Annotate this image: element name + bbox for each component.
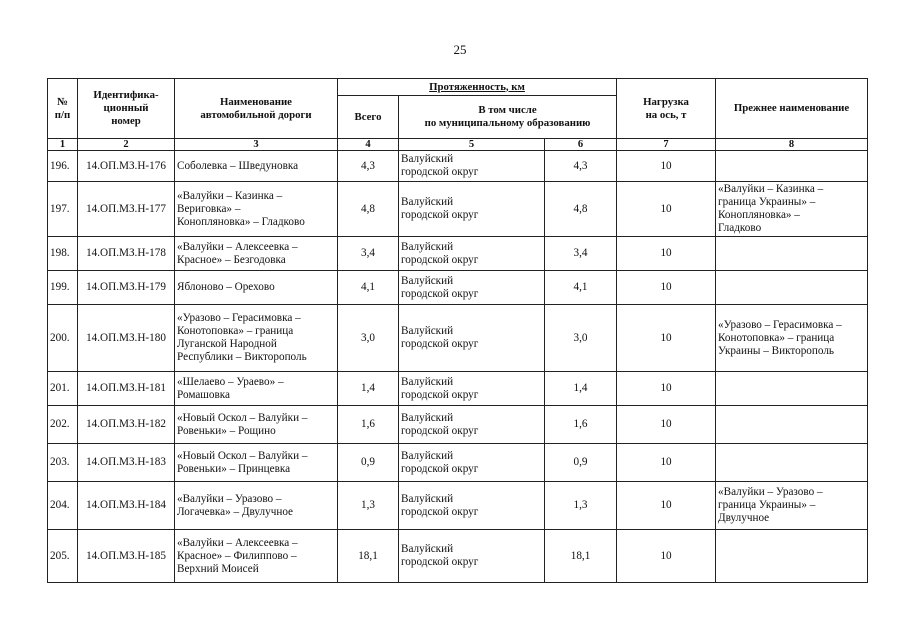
road-name-cell: Соболевка – Шведуновка: [175, 151, 338, 182]
previous-name-cell: [716, 372, 868, 406]
previous-name-cell: [716, 151, 868, 182]
header-total: Всего: [338, 96, 399, 139]
municipality-length-cell: 3,4: [545, 237, 617, 271]
column-numbers-row: [48, 139, 868, 151]
axle-load-cell: 10: [617, 271, 716, 305]
table-row: [48, 406, 868, 444]
header-id: Идентифика- ционный номер: [78, 79, 175, 139]
road-id-cell: 14.ОП.МЗ.Н-178: [78, 237, 175, 271]
road-id-cell: 14.ОП.МЗ.Н-177: [78, 182, 175, 237]
municipality-length-cell: 1,4: [545, 372, 617, 406]
row-number-cell: 196.: [48, 151, 78, 182]
road-id-cell: 14.ОП.МЗ.Н-183: [78, 444, 175, 482]
road-name-cell: «Новый Оскол – Валуйки – Ровеньки» – Рощино: [175, 406, 338, 444]
header-num: № п/п: [48, 79, 78, 139]
axle-load-cell: 10: [617, 151, 716, 182]
column-number-7: 7: [617, 139, 716, 151]
municipality-cell: Валуйский городской округ: [399, 271, 545, 305]
road-name-cell: «Валуйки – Казинка – Вериговка» – Конопляновка» – Гладково: [175, 182, 338, 237]
municipality-cell: Валуйский городской округ: [399, 482, 545, 530]
axle-load-cell: 10: [617, 372, 716, 406]
header-row-1: [48, 79, 868, 96]
column-number-6: 6: [545, 139, 617, 151]
header-including: В том числе по муниципальному образованию: [399, 96, 617, 139]
column-number-8: 8: [716, 139, 868, 151]
municipality-length-cell: 4,3: [545, 151, 617, 182]
total-length-cell: 1,4: [338, 372, 399, 406]
previous-name-cell: [716, 444, 868, 482]
header-axle-load: Нагрузка на ось, т: [617, 79, 716, 139]
header-road-name: Наименование автомобильной дороги: [175, 79, 338, 139]
total-length-cell: 18,1: [338, 530, 399, 583]
row-number-cell: 198.: [48, 237, 78, 271]
municipality-length-cell: 0,9: [545, 444, 617, 482]
column-number-3: 3: [175, 139, 338, 151]
table-row: [48, 151, 868, 182]
road-name-cell: «Валуйки – Уразово – Логачевка» – Двулучное: [175, 482, 338, 530]
municipality-cell: Валуйский городской округ: [399, 151, 545, 182]
total-length-cell: 0,9: [338, 444, 399, 482]
municipality-cell: Валуйский городской округ: [399, 237, 545, 271]
axle-load-cell: 10: [617, 305, 716, 372]
total-length-cell: 1,6: [338, 406, 399, 444]
municipality-length-cell: 4,1: [545, 271, 617, 305]
municipality-cell: Валуйский городской округ: [399, 406, 545, 444]
row-number-cell: 203.: [48, 444, 78, 482]
total-length-cell: 4,3: [338, 151, 399, 182]
total-length-cell: 3,0: [338, 305, 399, 372]
municipality-length-cell: 3,0: [545, 305, 617, 372]
road-name-cell: «Уразово – Герасимовка – Конотоповка» – граница Луганской Народной Республики – Викторополь: [175, 305, 338, 372]
road-id-cell: 14.ОП.МЗ.Н-179: [78, 271, 175, 305]
previous-name-cell: «Уразово – Герасимовка – Конотоповка» – граница Украины – Викторополь: [716, 305, 868, 372]
row-number-cell: 200.: [48, 305, 78, 372]
previous-name-cell: [716, 237, 868, 271]
roads-table: [47, 78, 868, 583]
municipality-cell: Валуйский городской округ: [399, 530, 545, 583]
previous-name-cell: [716, 530, 868, 583]
table-body: [48, 151, 868, 583]
road-id-cell: 14.ОП.МЗ.Н-180: [78, 305, 175, 372]
header-previous-name: Прежнее наименование: [716, 79, 868, 139]
table-row: [48, 482, 868, 530]
column-number-1: 1: [48, 139, 78, 151]
axle-load-cell: 10: [617, 530, 716, 583]
column-number-2: 2: [78, 139, 175, 151]
road-id-cell: 14.ОП.МЗ.Н-184: [78, 482, 175, 530]
road-name-cell: «Валуйки – Алексеевка – Красное» – Филиппово – Верхний Моисей: [175, 530, 338, 583]
municipality-length-cell: 4,8: [545, 182, 617, 237]
road-id-cell: 14.ОП.МЗ.Н-185: [78, 530, 175, 583]
table-row: [48, 305, 868, 372]
road-id-cell: 14.ОП.МЗ.Н-181: [78, 372, 175, 406]
previous-name-cell: [716, 271, 868, 305]
total-length-cell: 3,4: [338, 237, 399, 271]
axle-load-cell: 10: [617, 237, 716, 271]
previous-name-cell: «Валуйки – Казинка – граница Украины» – Конопляновка» – Гладково: [716, 182, 868, 237]
road-id-cell: 14.ОП.МЗ.Н-176: [78, 151, 175, 182]
table-row: [48, 182, 868, 237]
header-length-group: Протяженность, км: [338, 79, 617, 96]
road-name-cell: «Валуйки – Алексеевка – Красное» – Безгодовка: [175, 237, 338, 271]
page-number: 25: [453, 42, 467, 57]
road-id-cell: 14.ОП.МЗ.Н-182: [78, 406, 175, 444]
municipality-cell: Валуйский городской округ: [399, 182, 545, 237]
column-number-5: 5: [399, 139, 545, 151]
municipality-length-cell: 18,1: [545, 530, 617, 583]
row-number-cell: 201.: [48, 372, 78, 406]
table-row: [48, 271, 868, 305]
municipality-cell: Валуйский городской округ: [399, 444, 545, 482]
table-row: [48, 372, 868, 406]
table-row: [48, 530, 868, 583]
road-name-cell: «Шелаево – Ураево» – Ромашовка: [175, 372, 338, 406]
previous-name-cell: [716, 406, 868, 444]
municipality-length-cell: 1,6: [545, 406, 617, 444]
table-row: [48, 237, 868, 271]
axle-load-cell: 10: [617, 182, 716, 237]
table-row: [48, 444, 868, 482]
municipality-cell: Валуйский городской округ: [399, 372, 545, 406]
column-number-4: 4: [338, 139, 399, 151]
total-length-cell: 4,8: [338, 182, 399, 237]
municipality-length-cell: 1,3: [545, 482, 617, 530]
axle-load-cell: 10: [617, 406, 716, 444]
row-number-cell: 202.: [48, 406, 78, 444]
road-name-cell: Яблоново – Орехово: [175, 271, 338, 305]
previous-name-cell: «Валуйки – Уразово – граница Украины» – Двулучное: [716, 482, 868, 530]
total-length-cell: 1,3: [338, 482, 399, 530]
row-number-cell: 199.: [48, 271, 78, 305]
municipality-cell: Валуйский городской округ: [399, 305, 545, 372]
axle-load-cell: 10: [617, 444, 716, 482]
row-number-cell: 204.: [48, 482, 78, 530]
row-number-cell: 205.: [48, 530, 78, 583]
total-length-cell: 4,1: [338, 271, 399, 305]
road-name-cell: «Новый Оскол – Валуйки – Ровеньки» – Принцевка: [175, 444, 338, 482]
row-number-cell: 197.: [48, 182, 78, 237]
axle-load-cell: 10: [617, 482, 716, 530]
